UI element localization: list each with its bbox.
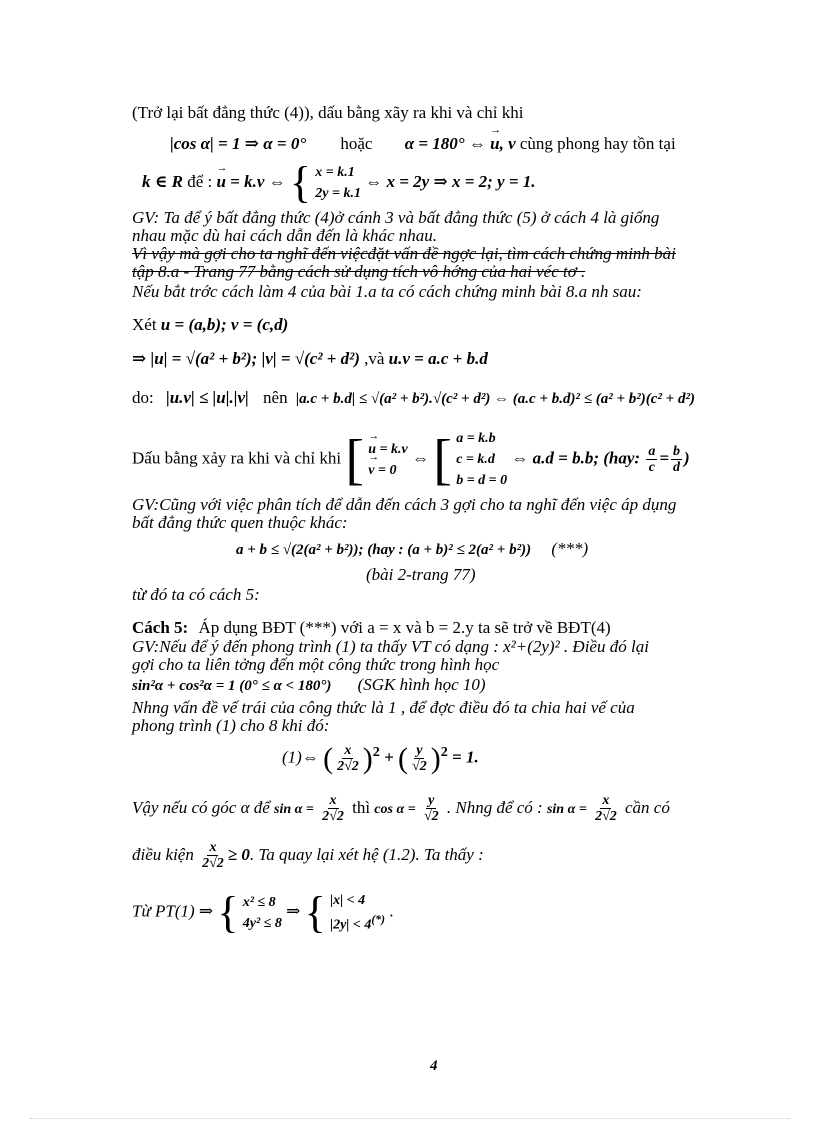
text: . bbox=[389, 901, 394, 921]
text-line: gợi cho ta liên tởng đến một công thức trong hình học bbox=[132, 655, 500, 674]
formula-line bbox=[236, 540, 588, 559]
heading: Cách 5: bbox=[132, 618, 189, 637]
formula: u.v = a.c + b.d bbox=[388, 349, 488, 368]
text-line: bất đẳng thức quen thuộc khác: bbox=[132, 513, 348, 532]
formula: sin α = bbox=[546, 801, 587, 817]
footer-divider bbox=[30, 1118, 790, 1119]
text-line: nhau mặc dù hai cách dẫn đến là khác nhau. bbox=[132, 226, 437, 245]
formula: u = (a,b); v = (c,d) bbox=[160, 315, 289, 334]
system bbox=[456, 428, 507, 491]
formula: ⇒ bbox=[286, 901, 301, 921]
text: Từ PT(1) ⇒ bbox=[132, 901, 214, 921]
formula: a + b ≤ √(2(a² + b²)); (hay : (a + b)² ≤ 2(a² + b²)) bbox=[236, 542, 532, 558]
reference: (SGK hình học 10) bbox=[357, 675, 486, 694]
equation-tag: (***) bbox=[551, 539, 589, 558]
formula: sin²α + cos²α = 1 (0° ≤ α < 180°) bbox=[132, 678, 332, 694]
fraction bbox=[646, 444, 657, 476]
formula-line bbox=[132, 840, 484, 872]
numerator: x bbox=[602, 793, 610, 808]
formula: ⇔ bbox=[412, 448, 430, 468]
numerator: y bbox=[428, 793, 435, 808]
denominator: 2√2 bbox=[337, 759, 359, 774]
system-row: 2y = k.1 bbox=[315, 186, 361, 201]
text-line: GV:Cũng với việc phân tích để dẫn đến cách 3 gợi cho ta nghĩ đến việc áp dụng bbox=[132, 495, 677, 514]
denominator: 2√2 bbox=[322, 809, 344, 825]
system-row: x² ≤ 8 bbox=[242, 894, 276, 910]
system-row: → u = k.v bbox=[368, 439, 407, 460]
text: do: bbox=[132, 388, 154, 407]
formula: |u.v| ≤ |u|.|v| bbox=[165, 388, 249, 407]
text: điều kiện bbox=[132, 844, 194, 864]
text: Áp dụng BĐT (***) với a = x và b = 2.y ta sẽ trở về BĐT(4) bbox=[198, 618, 611, 637]
reference: (bài 2-trang 77) bbox=[366, 565, 476, 584]
text: cùng phong hay tồn tại bbox=[519, 134, 676, 153]
system-row: → v = 0 bbox=[368, 460, 407, 481]
text: nên bbox=[263, 388, 288, 407]
text: thì bbox=[352, 797, 371, 817]
formula-line bbox=[132, 676, 486, 695]
system bbox=[330, 890, 385, 936]
denominator: √2 bbox=[412, 759, 427, 774]
text: ,và bbox=[364, 349, 385, 368]
brace-icon: { bbox=[289, 158, 312, 207]
formula: (1)⇔ bbox=[282, 747, 319, 767]
formula: ⇒ |u| = √(a² + b²); |v| = √(c² + d²) bbox=[132, 349, 360, 368]
formula: |cos α| = 1 ⇒ α = 0° bbox=[170, 134, 307, 153]
fraction bbox=[410, 743, 429, 775]
formula-line bbox=[132, 793, 670, 825]
system-row: |x| < 4 bbox=[330, 893, 366, 908]
formula-line: Dấu bằng xảy ra khi và chỉ khi [ → u = k.v → v = 0 ⇔ [ a = k.b c = k.d b = d = 0 ⇔ a.d = b.b; (hay: $\frac{a}{c}$ = $\frac{b}{d}$ ) bbox=[132, 428, 690, 491]
system-row bbox=[330, 911, 385, 936]
bracket-icon: [ bbox=[345, 428, 365, 491]
system-row: x = k.1 bbox=[315, 165, 355, 180]
text: . Nhng để có : bbox=[446, 797, 543, 817]
text: cần có bbox=[625, 797, 670, 817]
text-line: phong trình (1) cho 8 khi đó: bbox=[132, 716, 330, 735]
text-line: Nếu bắt trớc cách làm 4 của bài 1.a ta có cách chứng minh bài 8.a nh sau: bbox=[132, 282, 642, 301]
system-row: a = k.b bbox=[456, 431, 496, 446]
text-line: Nhng vấn đề vế trái của công thức là 1 , để đợc điều đó ta chia hai vế của bbox=[132, 698, 635, 717]
numerator: b bbox=[673, 443, 681, 459]
text: . Ta quay lại xét hệ (1.2). Ta thấy : bbox=[249, 844, 484, 864]
formula: → u = k.v ⇔ bbox=[216, 173, 285, 192]
vector-formula: → u, v bbox=[490, 135, 516, 154]
struck-line: tập 8.a - Trang 77 bằng cách sử dụng tích vô hớng của hai véc tơ . bbox=[132, 262, 586, 281]
denominator: 2√2 bbox=[595, 809, 617, 825]
system bbox=[368, 439, 407, 481]
formula-line bbox=[170, 135, 676, 154]
section-heading bbox=[132, 619, 611, 638]
numerator: y bbox=[416, 742, 423, 758]
fraction bbox=[335, 743, 361, 775]
formula-line bbox=[142, 158, 536, 207]
numerator: x bbox=[209, 840, 217, 855]
text-line: GV: Ta để ý bất đẳng thức (4)ở cánh 3 và bất đẳng thức (5) ở cách 4 là giống bbox=[132, 208, 660, 227]
formula-line bbox=[132, 389, 695, 408]
fraction bbox=[671, 444, 682, 476]
page-number: 4 bbox=[430, 1058, 438, 1074]
formula: |a.c + b.d| ≤ √(a² + b²).√(c² + d²) ⇔ (a.c + b.d)² ≤ (a² + b²)(c² + d²) bbox=[295, 391, 695, 407]
formula-line bbox=[132, 350, 488, 369]
formula-line bbox=[132, 887, 394, 937]
denominator: √2 bbox=[423, 809, 439, 825]
text: để : bbox=[187, 171, 213, 191]
numerator: x bbox=[329, 793, 337, 808]
denominator: 2√2 bbox=[202, 856, 224, 872]
system bbox=[243, 892, 282, 934]
formula: α = 180° ⇔ bbox=[404, 134, 486, 153]
text: hoặc bbox=[340, 134, 373, 153]
denominator: d bbox=[673, 460, 681, 475]
text: Xét bbox=[132, 315, 157, 334]
text: Vậy nếu có góc α để bbox=[132, 797, 270, 817]
fraction bbox=[320, 793, 346, 825]
text-line: GV:Nếu để ý đến phong trình (1) ta thấy VT có dạng : x²+(2y)² . Điều đó lại bbox=[132, 637, 649, 656]
equation-tag: (*) bbox=[371, 913, 385, 926]
formula: k ∈ R bbox=[142, 171, 183, 191]
text-line: (Trở lại bất đẳng thức (4)), dấu bằng xãy ra khi và chỉ khi bbox=[132, 103, 524, 122]
system bbox=[315, 162, 361, 204]
system-row: c = k.d bbox=[456, 452, 495, 467]
brace-icon: { bbox=[304, 887, 326, 937]
formula: ⇔ x = 2y ⇒ x = 2; y = 1. bbox=[365, 171, 536, 191]
system-row: b = d = 0 bbox=[456, 473, 508, 488]
formula-line: (1)⇔ ( $\frac{x}{2√2}$ )$^2$ + ( $\frac{y}{√2}$ )$^2$ = 1. bbox=[282, 742, 479, 775]
fraction bbox=[593, 793, 619, 825]
numerator: a bbox=[648, 443, 656, 459]
formula-line bbox=[132, 316, 288, 335]
brace-icon: { bbox=[217, 887, 239, 937]
formula: sin α = bbox=[274, 801, 314, 817]
text-line: từ đó ta có cách 5: bbox=[132, 585, 260, 604]
bracket-icon: [ bbox=[433, 428, 452, 491]
struck-line: Vì vậy mà gợi cho ta nghĩ đến việcđặt vấn đề ngợc lại, tìm cách chứng minh bài bbox=[132, 244, 676, 263]
text: Dấu bằng xảy ra khi và chỉ khi bbox=[132, 448, 342, 468]
formula: = 1. bbox=[452, 747, 479, 767]
formula: ⇔ a.d = b.b; (hay: bbox=[511, 448, 641, 468]
fraction bbox=[422, 793, 441, 825]
formula: ≥ 0 bbox=[227, 844, 250, 864]
inequality: |2y| < 4 bbox=[330, 917, 372, 933]
denominator: c bbox=[648, 460, 655, 475]
numerator: x bbox=[344, 742, 352, 758]
system-row: 4y² ≤ 8 bbox=[242, 915, 282, 931]
formula: cos α = bbox=[374, 801, 416, 817]
fraction bbox=[200, 840, 226, 872]
